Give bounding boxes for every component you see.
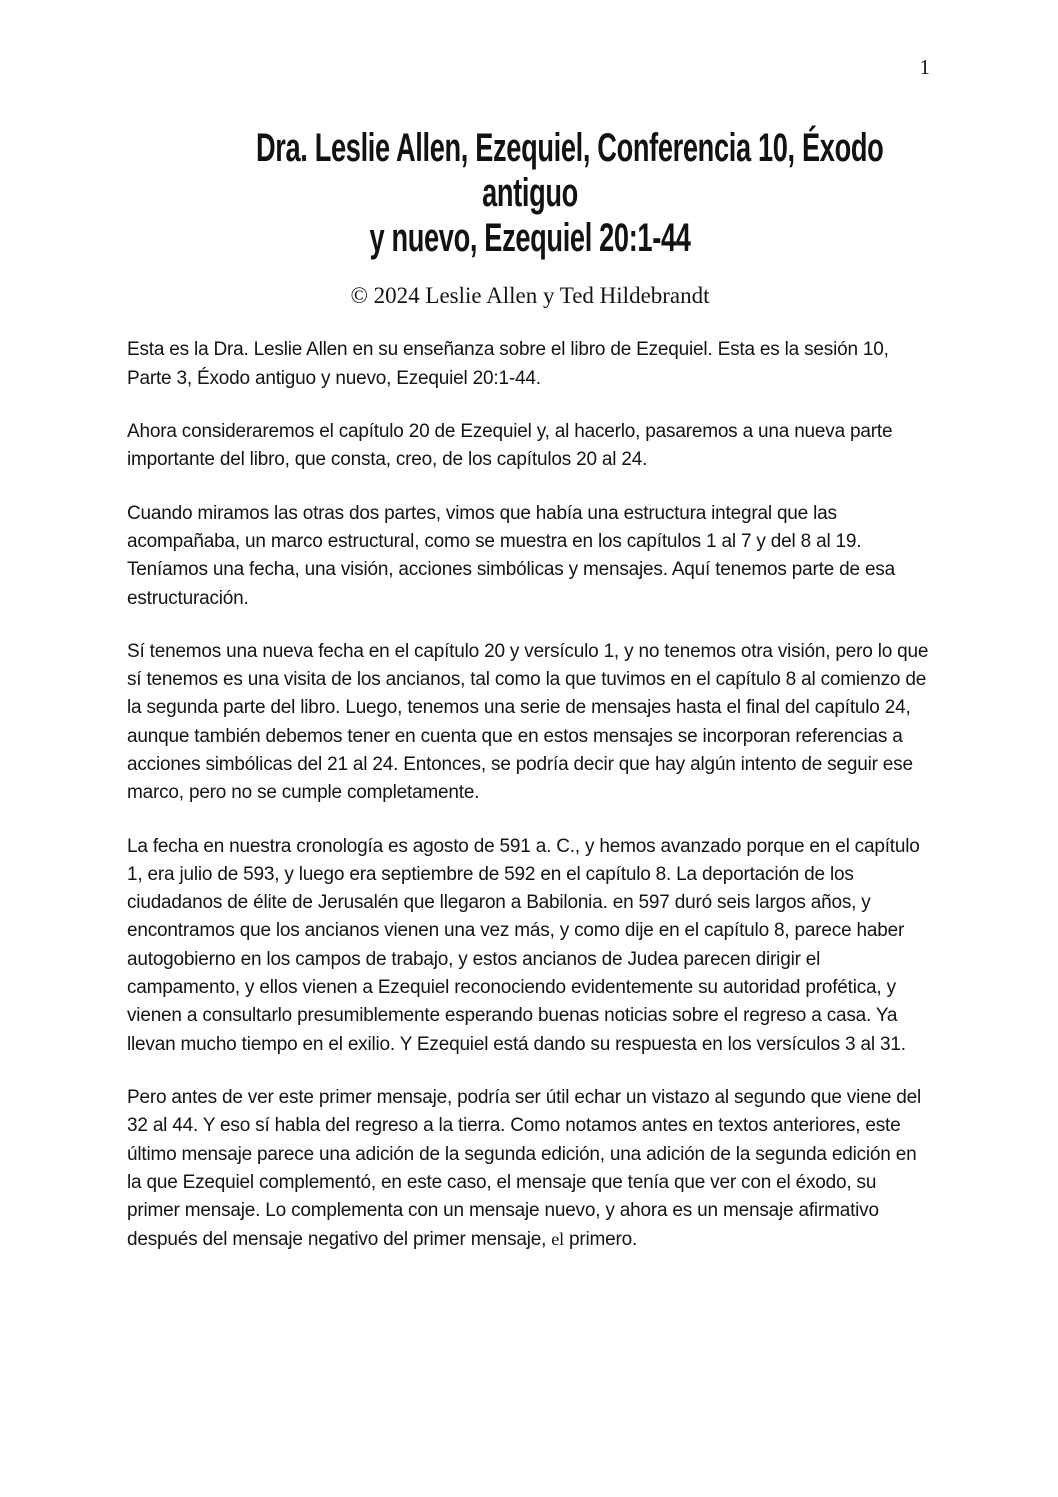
title-line-1: Dra. Leslie Allen, Ezequiel, Conferencia 10, Éxodo	[255, 126, 884, 170]
paragraph-6-text-end: primero.	[563, 1229, 638, 1251]
paragraph-4: Sí tenemos una nueva fecha en el capítulo 20 y versículo 1, y no tenemos otra visión, pero lo que sí tenemos es una visita de los ancianos, tal como la que tuvimos en el capítulo 8 al comienzo de la segunda parte del libro. Luego, tenemos una serie de mensajes hasta el final del capítulo 24, aunque también debemos tener en cuenta que en estos mensajes se incorporan referencias a acciones simbólicas del 21 al 24. Entonces, se podría decir que hay algún intento de seguir ese marco, pero no se cumple completamente.	[127, 640, 929, 804]
paragraph-6	[127, 1084, 933, 1255]
paragraph-3: Cuando miramos las otras dos partes, vimos que había una estructura integral que las acompañaba, un marco estructural, como se muestra en los capítulos 1 al 7 y del 8 al 19. Teníamos una fecha, una visión, acciones simbólicas y mensajes. Aquí tenemos parte de esa estructuración.	[127, 502, 895, 609]
paragraph-6-text: Pero antes de ver este primer mensaje, podría ser útil echar un vistazo al segundo que viene del 32 al 44. Y eso sí habla del regreso a la tierra. Como notamos antes en textos anteriores, este último mensaje parece una adición de la segunda edición, una adición de la segunda edición en la que Ezequiel complementó, en este caso, el mensaje que tenía que ver con el éxodo, su primer mensaje. Lo complementa con un mensaje nuevo, y ahora es un mensaje afirmativo después del mensaje negativo del primer mensaje,	[127, 1086, 922, 1251]
document-title	[127, 126, 933, 261]
copyright-line: © 2024 Leslie Allen y Ted Hildebrandt	[350, 283, 710, 309]
title-line-3: y nuevo, Ezequiel 20:1-44	[369, 216, 691, 260]
title-line-2: antiguo	[482, 171, 578, 215]
body-text	[127, 336, 933, 1254]
page-content	[127, 0, 933, 1255]
paragraph-5: La fecha en nuestra cronología es agosto de 591 a. C., y hemos avanzado porque en el capítulo 1, era julio de 593, y luego era septiembre de 592 en el capítulo 8. La deportación de los ciudadanos de élite de Jerusalén que llegaron a Babilonia. en 597 duró seis largos años, y encontramos que los ancianos vienen una vez más, y como dije en el capítulo 8, parece haber autogobierno en los campos de trabajo, y estos ancianos de Judea parecen dirigir el campamento, y ellos vienen a Ezequiel reconociendo evidentemente su autoridad profética, y vienen a consultarlo presumiblemente esperando buenas noticias sobre el regreso a casa. Ya llevan mucho tiempo en el exilio. Y Ezequiel está dando su respuesta en los versículos 3 al 31.	[127, 835, 920, 1055]
page-number: 1	[919, 55, 930, 79]
paragraph-2: Ahora consideraremos el capítulo 20 de Ezequiel y, al hacerlo, pasaremos a una nueva parte importante del libro, que consta, creo, de los capítulos 20 al 24.	[127, 421, 893, 471]
paragraph-6-serif-word: el	[551, 1229, 564, 1250]
paragraph-1: Esta es la Dra. Leslie Allen en su enseñanza sobre el libro de Ezequiel. Esta es la sesión 10, Parte 3, Éxodo antiguo y nuevo, Ezequiel 20:1-44.	[127, 339, 889, 389]
